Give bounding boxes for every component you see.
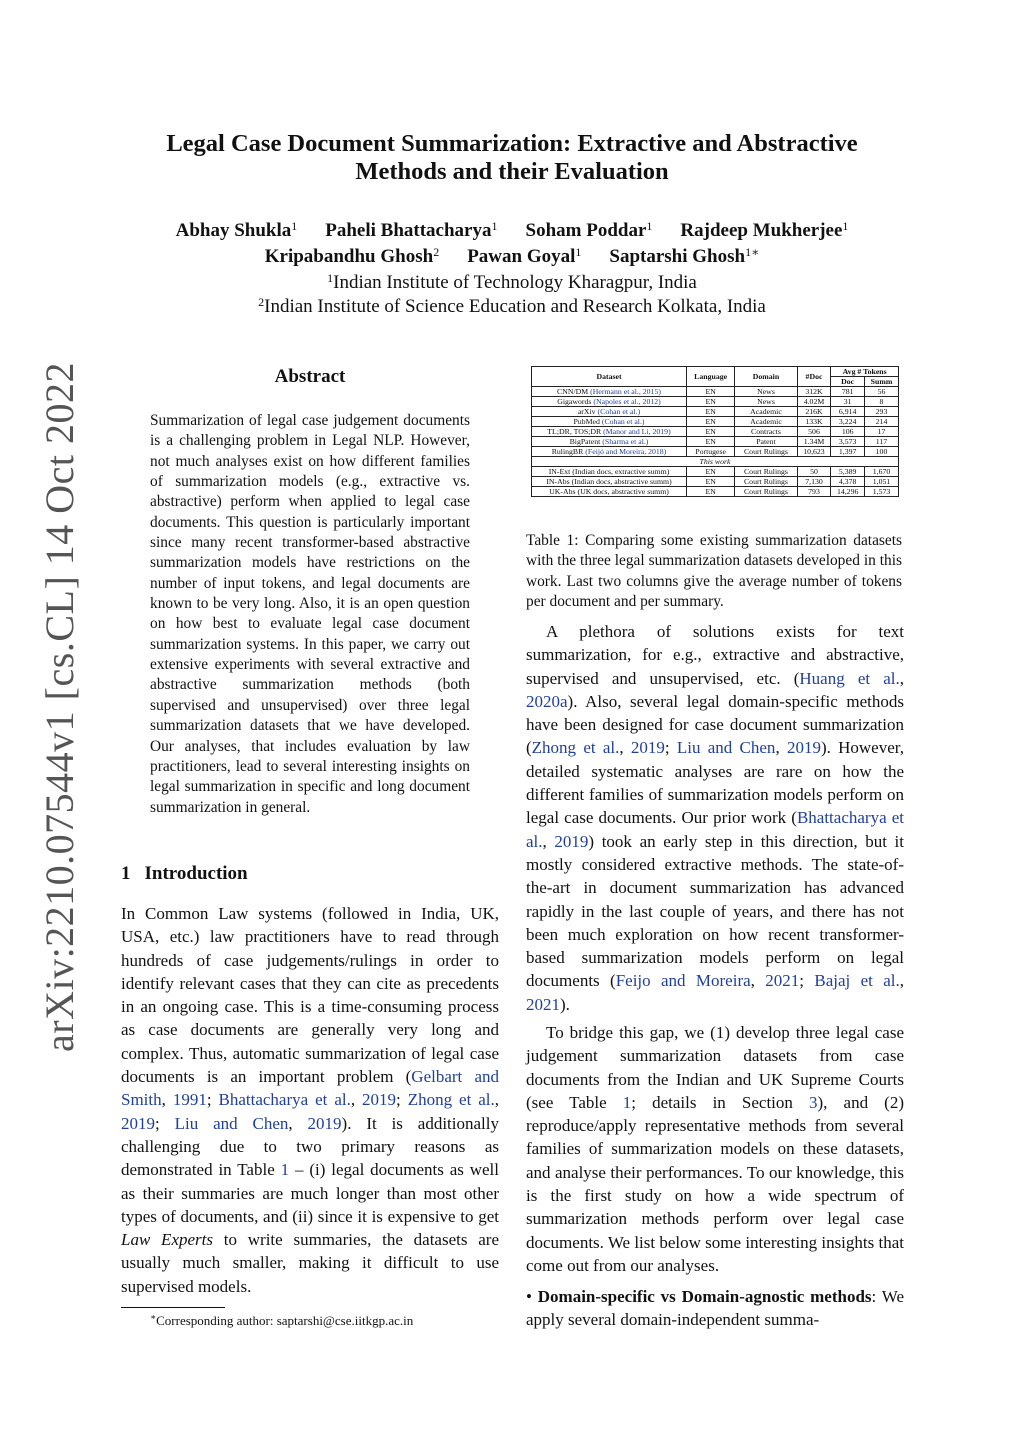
cell-domain: Patent: [735, 437, 797, 447]
paper-title: Legal Case Document Summarization: Extractive and Abstractive Methods and their Evaluation: [166, 130, 858, 185]
cell-doc-tokens: 781: [831, 387, 865, 397]
citation-link: Feijo and Moreira: [615, 971, 751, 991]
abstract-text: Summarization of legal case judgement documents is a challenging problem in Legal NLP. However, not much analyses exist on how different families of summarization models (e.g., extractive vs. abstractive) perform when applied to legal case documents. This question is particularly important since many recent transformer-based abstractive summarization models have restrictions on the number of input tokens, and legal documents are known to be very long. Also, it is an open question on how best to evaluate legal case document summarization systems. In this paper, we carry out extensive experiments with several extractive and abstractive summarization methods (both supervised and unsupervised) over three legal summarization datasets that we have developed. Our analyses, that includes evaluation by law practitioners, lead to several interesting insights on legal summarization in specific and long document summarization in general.: [150, 412, 470, 816]
cell-doc-count: 10,623: [797, 447, 831, 457]
cell-doc-count: 216K: [797, 407, 831, 417]
citation-link: Bhattacharya et al.: [526, 808, 904, 851]
cell-domain: Court Rulings: [735, 477, 797, 487]
table-row: [532, 407, 899, 417]
cell-dataset: BigPatent (Sharma et al.): [532, 437, 687, 447]
citation-link: Gelbart and Smith: [121, 1067, 499, 1110]
cell-summ-tokens: 56: [865, 387, 899, 397]
section-title: Introduction: [144, 863, 248, 884]
author-affiliation-marker: 2: [433, 245, 440, 259]
table-row: [532, 447, 899, 457]
cell-doc-tokens: 106: [831, 427, 865, 437]
citation-link: 2019: [554, 831, 589, 851]
cell-domain: News: [735, 387, 797, 397]
author-affiliation-marker: 1: [575, 245, 582, 259]
cell-language: EN: [687, 397, 735, 407]
bullet-heading: Domain-specific vs Domain-agnostic methods: [537, 1287, 872, 1306]
cell-language: EN: [687, 387, 735, 397]
citation-link: 2019: [630, 738, 665, 758]
cell-summ-tokens: 100: [865, 447, 899, 457]
citation-link: 2019: [362, 1090, 397, 1110]
footnote-mark: ∗: [150, 1312, 157, 1322]
author-affiliation-marker: 1: [491, 219, 498, 233]
introduction-paragraph-1: In Common Law systems (followed in India, UK, USA, etc.) law practitioners have to read through hundreds of case judgements/rulings in order to identify relevant cases that they can cite as precedents in an ongoing case. This is a time-consuming process as case documents are generally very long and complex. Thus, automatic summarization of legal case documents is an important problem (Gelbart and Smith, 1991; Bhattacharya et al., 2019; Zhong et al., 2019; Liu and Chen, 2019). It is additionally challenging due to two primary reasons as demonstrated in Table 1 – (i) legal documents as well as their summaries are much longer than most other types of documents, and (ii) since it is expensive to get Law Experts to write summaries, the datasets are usually much smaller, making it difficult to use supervised models.: [121, 904, 500, 1296]
footnote: [150, 1312, 413, 1329]
citation-link: 2021: [765, 971, 800, 991]
cell-language: EN: [687, 417, 735, 427]
cell-domain: Court Rulings: [735, 467, 797, 477]
table-row: [532, 487, 899, 497]
citation-link: (Hermann et al., 2015): [590, 387, 661, 396]
body-paragraph-right-2: To bridge this gap, we (1) develop three legal case judgement summarization datasets from case documents from the Indian and UK Supreme Courts (see Table 1; details in Section 3), and (2) reproduce/apply representative methods from several families of summarization models on these datasets, and analyse their performances. To our knowledge, this is the first study on how a wide spectrum of summarization methods perform over legal case documents. We list below some interesting insights that come out from our analyses.: [526, 1023, 904, 1275]
cell-doc-tokens: 3,573: [831, 437, 865, 447]
cell-language: EN: [687, 427, 735, 437]
cell-doc-tokens: 3,224: [831, 417, 865, 427]
column-header-doc-tokens: Doc: [831, 377, 865, 387]
cell-domain: Academic: [735, 417, 797, 427]
cell-doc-tokens: 6,914: [831, 407, 865, 417]
column-header-summ-tokens: Summ: [865, 377, 899, 387]
affiliation-2: [120, 290, 904, 319]
citation-link: 3: [809, 1092, 818, 1112]
cell-domain: Academic: [735, 407, 797, 417]
cell-dataset: Gigawords (Napoles et al., 2012): [532, 397, 687, 407]
cell-doc-count: 50: [797, 467, 831, 477]
cell-doc-tokens: 4,378: [831, 477, 865, 487]
cell-doc-tokens: 1,397: [831, 447, 865, 457]
section-heading-introduction: [121, 863, 248, 885]
cell-dataset: PubMed (Cohan et al.): [532, 417, 687, 427]
cell-language: EN: [687, 477, 735, 487]
insight-bullet: [526, 1285, 904, 1332]
table-row: [532, 387, 899, 397]
column-header-language: Language: [687, 367, 735, 387]
column-header-domain: Domain: [735, 367, 797, 387]
cell-summ-tokens: 117: [865, 437, 899, 447]
cell-summ-tokens: 1,051: [865, 477, 899, 487]
cell-domain: News: [735, 397, 797, 407]
abstract-heading: Abstract: [274, 366, 346, 387]
cell-summ-tokens: 293: [865, 407, 899, 417]
cell-language: EN: [687, 437, 735, 447]
bullet-mark: •: [526, 1287, 532, 1306]
cell-dataset: CNN/DM (Hermann et al., 2015): [532, 387, 687, 397]
cell-language: Portugese: [687, 447, 735, 457]
author-affiliation-marker: 1: [291, 219, 298, 233]
cell-doc-count: 312K: [797, 387, 831, 397]
author-name: Pawan Goyal$^1$: [467, 245, 582, 267]
author-name: Abhay Shukla$^1$: [175, 219, 298, 241]
citation-link: (Cohan et al.): [597, 407, 641, 416]
cell-language: EN: [687, 487, 735, 497]
cell-summ-tokens: 8: [865, 397, 899, 407]
author-affiliation-marker: 1: [842, 219, 849, 233]
cell-summ-tokens: 214: [865, 417, 899, 427]
citation-link: 2020a: [526, 691, 568, 711]
table-row: [532, 397, 899, 407]
citation-link: Bajaj et al.: [814, 971, 900, 991]
citation-link: 2019: [307, 1113, 342, 1133]
table-row: [532, 417, 899, 427]
citation-link: (Feijó and Moreira, 2018): [585, 447, 667, 456]
cell-dataset: TL;DR, TOS;DR (Manor and Li, 2019): [532, 427, 687, 437]
cell-doc-tokens: 31: [831, 397, 865, 407]
citation-link: Huang et al.: [799, 668, 900, 688]
column-header-doc-count: #Doc: [797, 367, 831, 387]
table-caption: Table 1: Comparing some existing summarization datasets with the three legal summarization datasets developed in this work. Last two columns give the average number of tokens per document and per summary.: [526, 532, 902, 611]
cell-doc-count: 133K: [797, 417, 831, 427]
cell-domain: Court Rulings: [735, 447, 797, 457]
column-header-dataset: Dataset: [532, 367, 687, 387]
author-name: Kripabandhu Ghosh$^2$: [264, 245, 440, 267]
cell-doc-count: 4.02M: [797, 397, 831, 407]
table-row: [532, 477, 899, 487]
footnote-text: Corresponding author: saptarshi@cse.iitkgp.ac.in: [156, 1313, 414, 1328]
author-name: Saptarshi Ghosh$^{1∗}$: [609, 245, 760, 267]
cell-dataset: RulingBR (Feijó and Moreira, 2018): [532, 447, 687, 457]
cell-dataset: UK-Abs (UK docs, abstractive summ): [532, 487, 687, 497]
citation-link: (Cohan et al.): [601, 417, 645, 426]
cell-domain: Contracts: [735, 427, 797, 437]
author-list-line-2: [120, 240, 904, 269]
citation-link: Zhong et al.: [407, 1090, 495, 1110]
citation-link: 1: [622, 1092, 632, 1112]
table-divider-row: [532, 457, 899, 467]
citation-link: (Sharma et al.): [602, 437, 649, 446]
column-header-avg-tokens: Avg # Tokens: [831, 367, 899, 377]
cell-language: EN: [687, 407, 735, 417]
arxiv-identifier-stamp: arXiv:2210.07544v1 [cs.CL] 14 Oct 2022: [37, 361, 82, 1052]
affiliation-marker: 2: [258, 295, 265, 309]
datasets-comparison-table: [531, 366, 899, 497]
cell-doc-count: 1.34M: [797, 437, 831, 447]
citation-link: (Napoles et al., 2012): [593, 397, 661, 406]
citation-link: 2021: [526, 994, 560, 1014]
emphasis-text: Law Experts: [121, 1230, 213, 1250]
author-name: Rajdeep Mukherjee$^1$: [680, 219, 849, 241]
footnote-rule: [121, 1307, 225, 1308]
author-affiliation-marker: 1: [646, 219, 653, 233]
author-name: Paheli Bhattacharya$^1$: [325, 219, 498, 241]
section-number: 1: [121, 863, 131, 884]
body-paragraph-right-1: A plethora of solutions exists for text summarization, for e.g., extractive and abstractive, supervised and unsupervised, etc. (Huang et al., 2020a). Also, several legal domain-specific methods have been designed for case document summarization (Zhong et al., 2019; Liu and Chen, 2019). However, detailed systematic analyses are rare on how the different families of summarization models perform on legal case documents. Our prior work (Bhattacharya et al., 2019) took an early step in this direction, but it mostly considered extractive methods. The state-of-the-art in document summarization has advanced rapidly in the last couple of years, and there has not been much exploration on how recent transformer-based summarization models perform on legal documents (Feijo and Moreira, 2021; Bajaj et al., 2021).: [526, 622, 905, 1014]
cell-summ-tokens: 1,670: [865, 467, 899, 477]
citation-link: Liu and Chen: [174, 1113, 289, 1133]
citation-link: 2019: [121, 1113, 155, 1133]
affiliation-text: Indian Institute of Science Education and Research Kolkata, India: [264, 296, 766, 317]
citation-link: Bhattacharya et al.: [218, 1090, 351, 1110]
citation-link: (Manor and Li, 2019): [603, 427, 671, 436]
cell-language: EN: [687, 467, 735, 477]
affiliation-text: Indian Institute of Technology Kharagpur, India: [333, 272, 697, 293]
table-row: [532, 437, 899, 447]
cell-doc-tokens: 5,389: [831, 467, 865, 477]
table-divider-label: This work: [532, 457, 899, 467]
citation-link: 2019: [786, 738, 821, 758]
author-name: Soham Poddar$^1$: [525, 219, 653, 241]
cell-doc-count: 506: [797, 427, 831, 437]
cell-doc-count: 793: [797, 487, 831, 497]
cell-dataset: arXiv (Cohan et al.): [532, 407, 687, 417]
citation-link: 1: [280, 1160, 290, 1180]
cell-dataset: IN-Ext (Indian docs, extractive summ): [532, 467, 687, 477]
cell-doc-tokens: 14,296: [831, 487, 865, 497]
author-list-line-1: [120, 214, 904, 243]
cell-domain: Court Rulings: [735, 487, 797, 497]
citation-link: 1991: [172, 1090, 207, 1110]
cell-summ-tokens: 17: [865, 427, 899, 437]
affiliation-marker: 1: [327, 271, 334, 285]
citation-link: Liu and Chen: [676, 738, 776, 758]
citation-link: Zhong et al.: [531, 738, 620, 758]
cell-dataset: IN-Abs (Indian docs, abstractive summ): [532, 477, 687, 487]
table-row: [532, 467, 899, 477]
cell-summ-tokens: 1,573: [865, 487, 899, 497]
table-row: [532, 427, 899, 437]
bullet-text: : We apply several domain-independent summa-: [526, 1287, 904, 1330]
cell-doc-count: 7,130: [797, 477, 831, 487]
author-affiliation-marker: 1∗: [745, 245, 760, 259]
